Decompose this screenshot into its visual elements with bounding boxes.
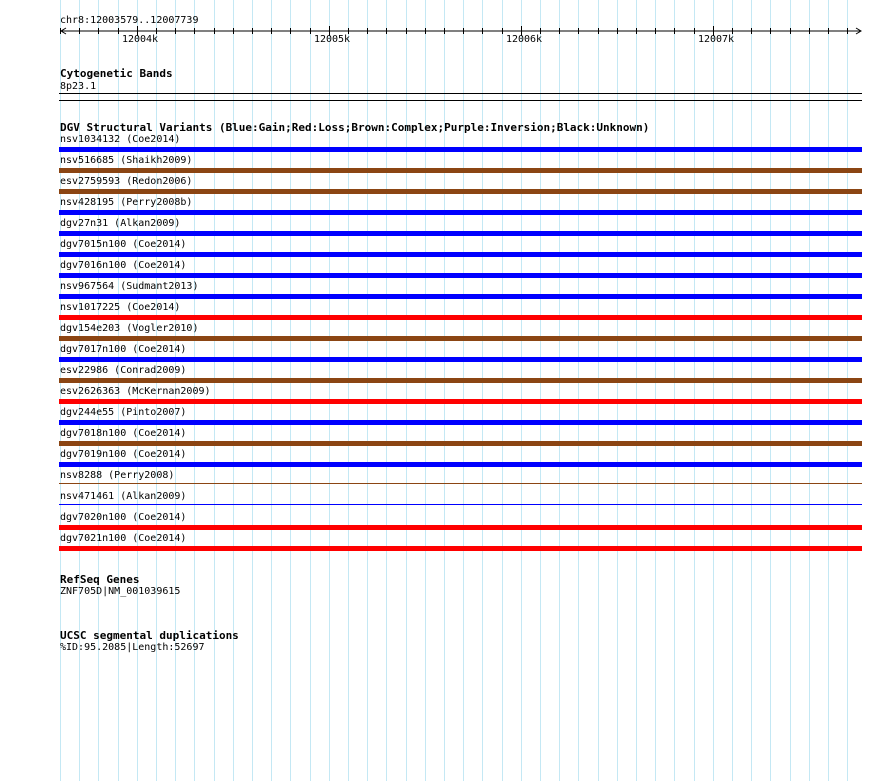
dgv-variant-bar[interactable] bbox=[59, 504, 862, 505]
segdup-label: %ID:95.2085|Length:52697 bbox=[60, 642, 205, 653]
dgv-variant-bar[interactable] bbox=[59, 231, 862, 236]
cytoband-band-top[interactable] bbox=[59, 93, 862, 94]
dgv-variant-bar[interactable] bbox=[59, 252, 862, 257]
dgv-variant-label: nsv471461 (Alkan2009) bbox=[60, 491, 187, 502]
dgv-variant-label: nsv1034132 (Coe2014) bbox=[60, 134, 181, 145]
dgv-variant-bar[interactable] bbox=[59, 189, 862, 194]
dgv-variant-label: dgv244e55 (Pinto2007) bbox=[60, 407, 187, 418]
dgv-variant-bar[interactable] bbox=[59, 210, 862, 215]
dgv-variant-bar[interactable] bbox=[59, 273, 862, 278]
dgv-variant-label: dgv7017n100 (Coe2014) bbox=[60, 344, 187, 355]
dgv-variant-label: esv2759593 (Redon2006) bbox=[60, 176, 193, 187]
dgv-variant-label: dgv27n31 (Alkan2009) bbox=[60, 218, 181, 229]
ruler-tick-label: 12004k bbox=[121, 34, 159, 45]
dgv-variant-bar[interactable] bbox=[59, 168, 862, 173]
dgv-variant-label: dgv7016n100 (Coe2014) bbox=[60, 260, 187, 271]
dgv-variant-bar[interactable] bbox=[59, 420, 862, 425]
dgv-variant-label: nsv428195 (Perry2008b) bbox=[60, 197, 193, 208]
dgv-track-title: DGV Structural Variants (Blue:Gain;Red:Loss;Brown:Complex;Purple:Inversion;Black:Unknown) bbox=[60, 121, 650, 134]
dgv-variant-label: dgv7020n100 (Coe2014) bbox=[60, 512, 187, 523]
ruler-tick-label: 12006k bbox=[505, 34, 543, 45]
ruler-tick-label: 12005k bbox=[313, 34, 351, 45]
dgv-variant-label: esv2626363 (McKernan2009) bbox=[60, 386, 211, 397]
dgv-variant-bar[interactable] bbox=[59, 483, 862, 484]
refseq-gene-label: ZNF705D|NM_001039615 bbox=[60, 586, 181, 597]
dgv-variant-label: nsv1017225 (Coe2014) bbox=[60, 302, 181, 313]
coordinate-ruler[interactable] bbox=[60, 24, 862, 44]
dgv-variant-label: dgv7019n100 (Coe2014) bbox=[60, 449, 187, 460]
dgv-variant-bar[interactable] bbox=[59, 315, 862, 320]
dgv-variant-bar[interactable] bbox=[59, 357, 862, 362]
ruler-tick-label: 12007k bbox=[697, 34, 735, 45]
dgv-variant-bar[interactable] bbox=[59, 147, 862, 152]
dgv-variant-bar[interactable] bbox=[59, 399, 862, 404]
refseq-gene-model[interactable] bbox=[59, 592, 862, 612]
dgv-variant-bar[interactable] bbox=[59, 525, 862, 530]
dgv-variant-bar[interactable] bbox=[59, 462, 862, 467]
dgv-variant-bar[interactable] bbox=[59, 294, 862, 299]
cytoband-band-bottom[interactable] bbox=[59, 100, 862, 101]
dgv-variant-label: dgv7018n100 (Coe2014) bbox=[60, 428, 187, 439]
dgv-variant-bar[interactable] bbox=[59, 336, 862, 341]
dgv-variant-label: nsv8288 (Perry2008) bbox=[60, 470, 175, 481]
refseq-track-title: RefSeq Genes bbox=[60, 573, 140, 586]
segdup-track-title: UCSC segmental duplications bbox=[60, 629, 239, 642]
dgv-variant-label: nsv516685 (Shaikh2009) bbox=[60, 155, 193, 166]
dgv-variant-label: nsv967564 (Sudmant2013) bbox=[60, 281, 199, 292]
region-label: chr8:12003579..12007739 bbox=[60, 15, 199, 26]
dgv-variant-bar[interactable] bbox=[59, 546, 862, 551]
cytoband-label: 8p23.1 bbox=[60, 81, 97, 92]
dgv-variant-bar[interactable] bbox=[59, 378, 862, 383]
dgv-variant-label: esv22986 (Conrad2009) bbox=[60, 365, 187, 376]
dgv-variant-label: dgv7015n100 (Coe2014) bbox=[60, 239, 187, 250]
dgv-variant-label: dgv154e203 (Vogler2010) bbox=[60, 323, 199, 334]
cytoband-track-title: Cytogenetic Bands bbox=[60, 67, 173, 80]
dgv-variant-label: dgv7021n100 (Coe2014) bbox=[60, 533, 187, 544]
dgv-variant-bar[interactable] bbox=[59, 441, 862, 446]
